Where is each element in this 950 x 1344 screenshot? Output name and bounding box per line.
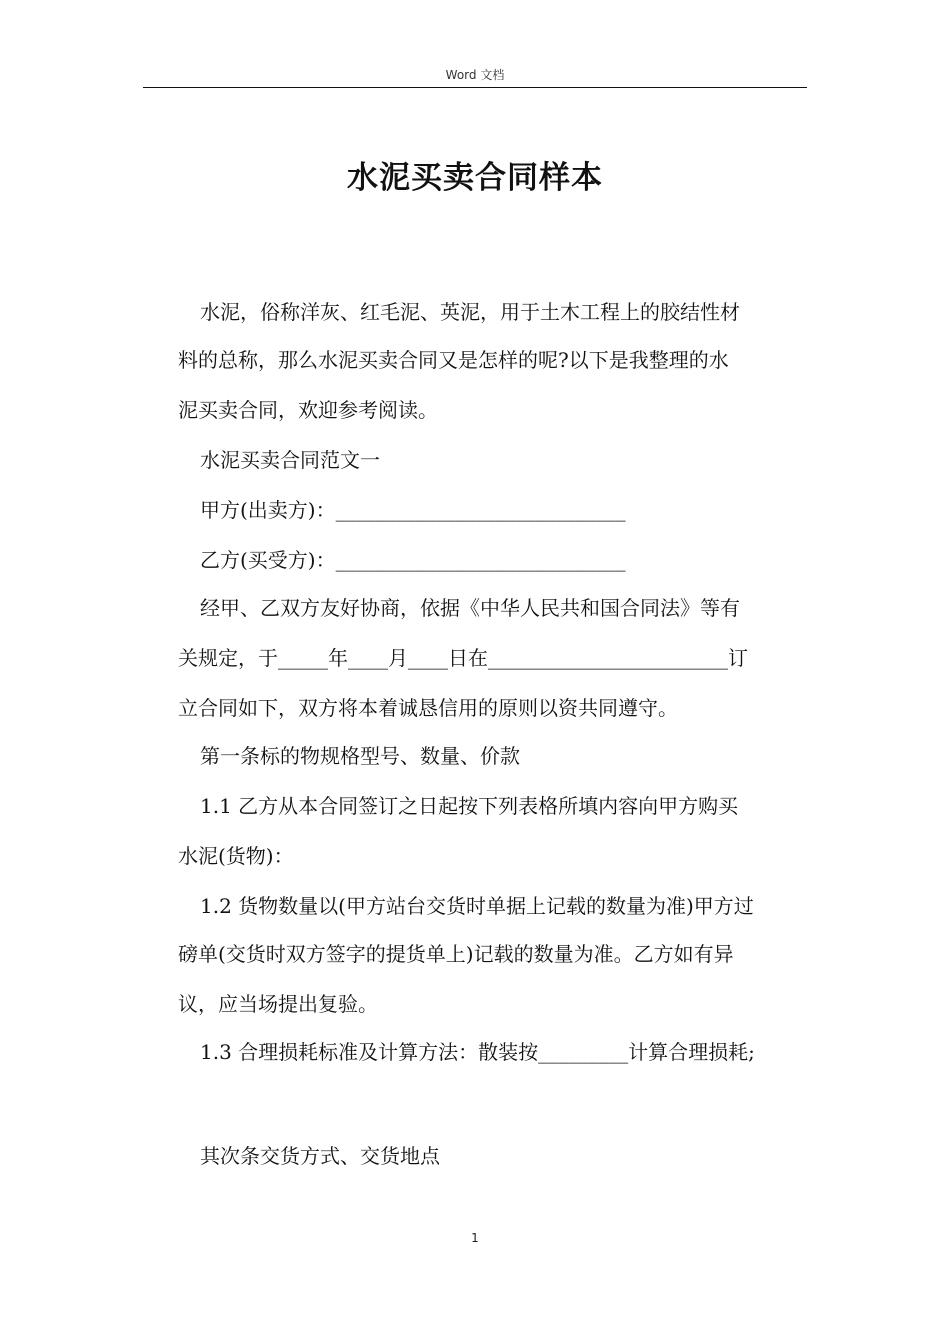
body-line: 立合同如下，双方将本着诚恳信用的原则以资共同遵守。 <box>178 696 678 720</box>
body-line: 水泥(货物)： <box>178 844 294 868</box>
body-line: 乙方(买受方)：_____________________________ <box>200 548 626 572</box>
page-header: Word 文档 <box>445 68 505 82</box>
body-line: 关规定，于_____年____月____日在________________________订 <box>178 646 748 670</box>
page-number: 1 <box>471 1231 479 1245</box>
body-line: 水泥买卖合同范文一 <box>200 448 380 472</box>
body-line: 其次条交货方式、交货地点 <box>200 1144 440 1168</box>
body-line: 1.1 乙方从本合同签订之日起按下列表格所填内容向甲方购买 <box>200 794 739 818</box>
body-line: 磅单(交货时双方签字的提货单上)记载的数量为准。乙方如有异 <box>178 942 734 966</box>
body-line: 1.3 合理损耗标准及计算方法：散装按_________计算合理损耗; <box>200 1040 755 1064</box>
body-line: 经甲、乙双方友好协商，依据《中华人民共和国合同法》等有 <box>200 596 740 620</box>
body-line: 水泥，俗称洋灰、红毛泥、英泥，用于土木工程上的胶结性材 <box>200 300 740 324</box>
document-title: 水泥买卖合同样本 <box>347 160 603 196</box>
body-line: 泥买卖合同，欢迎参考阅读。 <box>178 398 438 422</box>
body-line: 料的总称，那么水泥买卖合同又是怎样的呢?以下是我整理的水 <box>178 348 729 372</box>
header-rule <box>143 87 807 88</box>
body-line: 1.2 货物数量以(甲方站台交货时单据上记载的数量为准)甲方过 <box>200 894 754 918</box>
body-line: 第一条标的物规格型号、数量、价款 <box>200 744 520 768</box>
body-line: 议，应当场提出复验。 <box>178 992 378 1016</box>
body-line: 甲方(出卖方)：_____________________________ <box>200 498 626 522</box>
